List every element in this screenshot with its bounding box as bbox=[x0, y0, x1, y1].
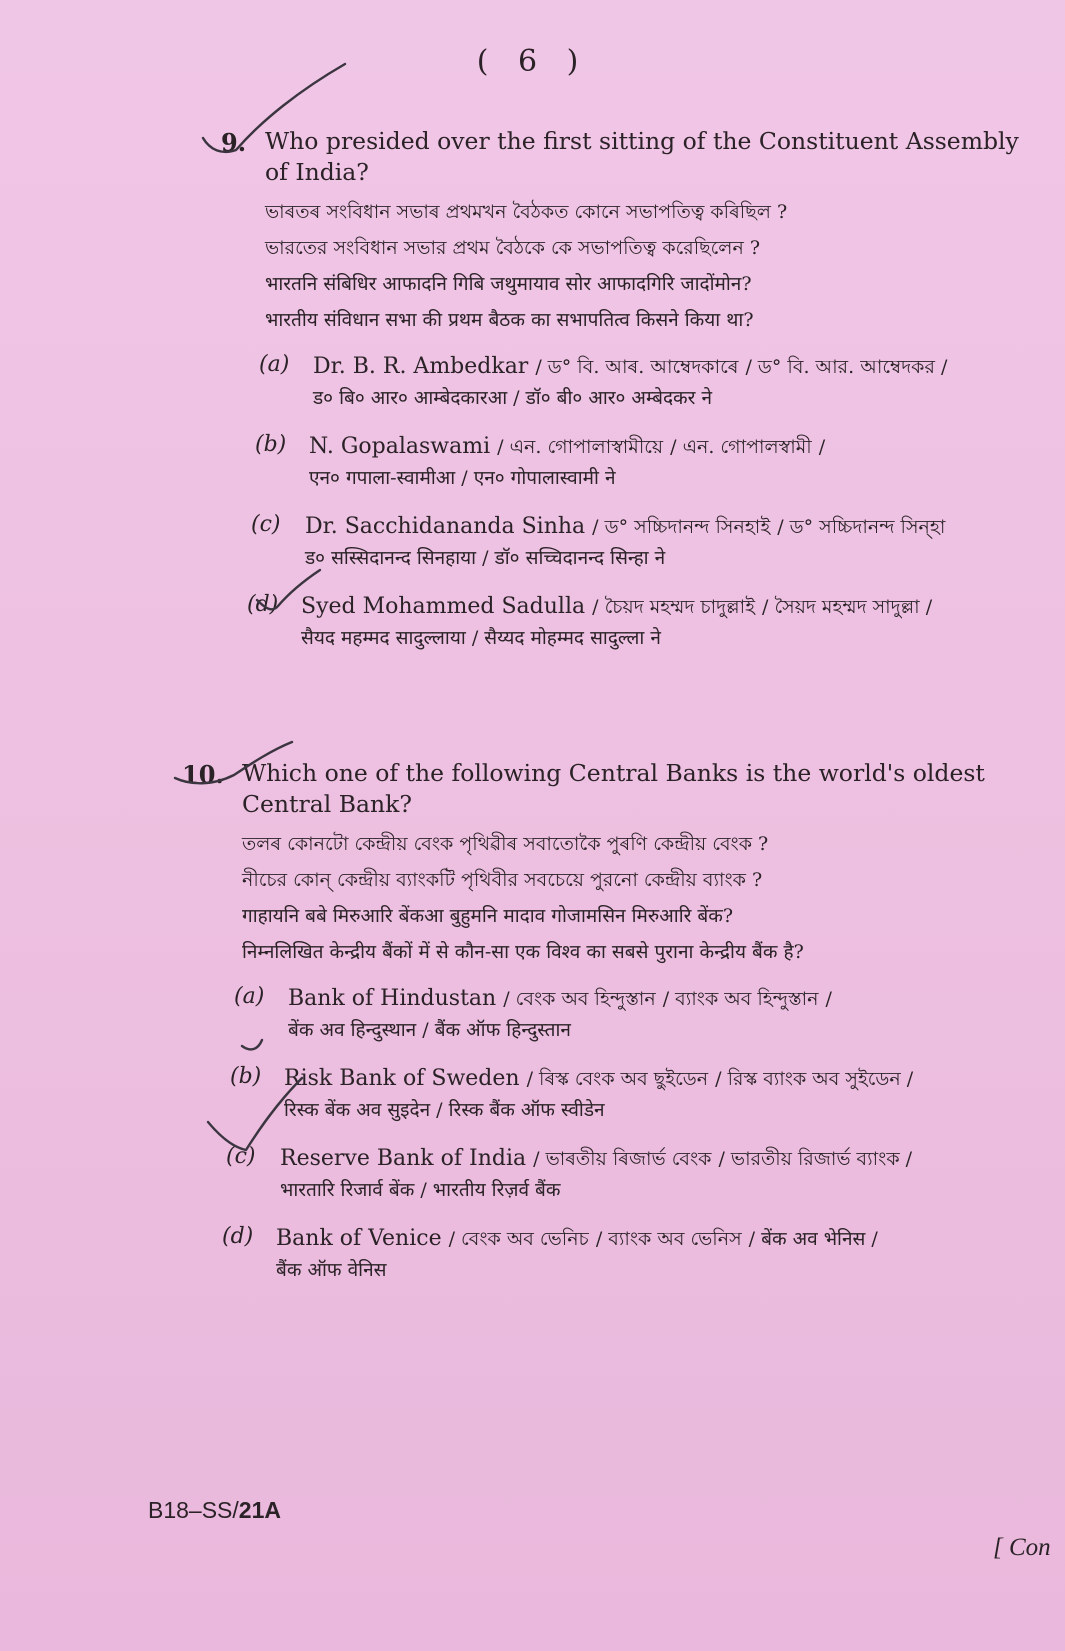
option-bodo: भारतारि रिजार्व बेंक bbox=[280, 1179, 415, 1201]
option-english: Bank of Hindustan bbox=[288, 986, 497, 1011]
option-english: Syed Mohammed Sadulla bbox=[301, 594, 586, 619]
pen-stroke-q9-number bbox=[203, 64, 345, 152]
option-a: (a) Dr. B. R. Ambedkar / ড° বি. আৰ. আম্বেদকাৰে / ড° বি. আর. আম্বেদকর / ड० बि० आर० आम्बेदकारआ / डॉ० बी० आर० अम्बेदकर ने bbox=[259, 352, 948, 409]
option-bengali: এন. গোপালস্বামী bbox=[682, 436, 812, 458]
option-label: (d) bbox=[222, 1224, 254, 1249]
option-bodo: ड० बि० आर० आम्बेदकारआ bbox=[313, 387, 508, 409]
option-hindi: भारतीय रिज़र्व बैंक bbox=[432, 1179, 561, 1201]
question-text-bengali: নীচের কোন্ কেন্দ্রীয় ব্যাংকটি পৃথিবীর সবচেয়ে পুরনো কেন্দ্রীয় ব্যাংক ? bbox=[242, 869, 763, 891]
option-bodo: सैयद महम्मद सादुल्लाया bbox=[301, 627, 466, 649]
pen-stroke-q10-number bbox=[175, 742, 292, 783]
option-bodo: ड० सस्सिदानन्द सिनहाया bbox=[305, 547, 477, 569]
option-english: Dr. Sacchidananda Sinha bbox=[305, 514, 586, 539]
question-text-bodo: भारतनि संबिधिर आफादनि गिबि जथुमायाव सोर आफादगिरि जादोंमोन? bbox=[265, 273, 752, 295]
option-bengali: ড° সচ্চিদানন্দ সিন্হা bbox=[789, 516, 946, 538]
option-english: Reserve Bank of India bbox=[280, 1146, 527, 1171]
option-bodo: बेंक अव हिन्दुस्थान bbox=[288, 1019, 417, 1041]
option-bengali: ভারতীয় রিজার্ভ ব্যাংক bbox=[730, 1148, 900, 1170]
option-assamese: বেংক অব হিন্দুস্তান bbox=[515, 988, 656, 1010]
continued-marker: [ Con bbox=[993, 1534, 1051, 1561]
option-d: (d) Bank of Venice / বেংক অব ভেনিচ / ব্যাংক অব ভেনিস / बेंक अव भेनिस / बैंक ऑफ वेनिस bbox=[222, 1224, 878, 1281]
option-bodo: बेंक अव भेनिस bbox=[761, 1228, 866, 1250]
option-assamese: ড° সচ্চিদানন্দ সিনহাই bbox=[604, 516, 771, 538]
paper-code-prefix: B18–SS/ bbox=[148, 1497, 239, 1523]
paper-code-suffix: 21A bbox=[238, 1497, 281, 1523]
question-text-assamese: ভাৰতৰ সংবিধান সভাৰ প্ৰথমখন বৈঠকত কোনে সভাপতিত্ব কৰিছিল ? bbox=[265, 201, 788, 223]
question-text-hindi: भारतीय संविधान सभा की प्रथम बैठक का सभापतित्व किसने किया था? bbox=[265, 309, 754, 331]
question-text-english: Which one of the following Central Banks is the world's oldest Central Bank? bbox=[242, 759, 985, 818]
option-b: (b) N. Gopalaswami / এন. গোপালাস্বামীয়ে / এন. গোপালস্বামী / एन० गपाला-स्वामीआ / एन० गोपालास्वामी ने bbox=[255, 432, 826, 489]
option-bengali: ব্যাংক অব হিন্দুস্তান bbox=[675, 988, 819, 1010]
option-label: (d) bbox=[247, 592, 279, 617]
question-number: 9. bbox=[221, 128, 247, 157]
option-hindi: डॉ० बी० आर० अम्बेदकर ने bbox=[525, 387, 713, 409]
option-a: (a) Bank of Hindustan / বেংক অব হিন্দুস্তান / ব্যাংক অব হিন্দুস্তান / बेंक अव हिन्दुस्थान / बैंक ऑफ हिन्दुस्तान bbox=[234, 984, 832, 1041]
page-number: ( 6 ) bbox=[476, 44, 589, 79]
option-c: (c) Dr. Sacchidananda Sinha / ড° সচ্চিদানন্দ সিনহাই / ড° সচ্চিদানন্দ সিন্হা ड० सस्सिदानन्द सिनहाया / डॉ० सच्चिदानन्द सिन्हा ने bbox=[251, 512, 946, 569]
option-english: Bank of Venice bbox=[276, 1226, 442, 1251]
question-text-bodo: गाहायनि बबे मिरुआरि बेंकआ बुहुमनि मादाव गोजामसिन मिरुआरि बेंक? bbox=[242, 905, 734, 927]
pen-tick-q9-option-c bbox=[257, 570, 320, 609]
option-hindi: एन० गोपालास्वामी ने bbox=[473, 467, 616, 489]
option-bengali: সৈয়দ মহম্মদ সাদুল্লা bbox=[774, 596, 920, 618]
option-bengali: রিস্ক ব্যাংক অব সুইডেন bbox=[727, 1068, 901, 1090]
option-label: (a) bbox=[259, 352, 290, 377]
option-b: (b) Risk Bank of Sweden / ৰিস্ক বেংক অব ছুইডেন / রিস্ক ব্যাংক অব সুইডেন / रिस्क बेंक अव सुइदेन / रिस्क बैंक ऑफ स्वीडेन bbox=[230, 1064, 914, 1121]
option-english: Risk Bank of Sweden bbox=[284, 1066, 520, 1091]
option-label: (a) bbox=[234, 984, 265, 1009]
option-assamese: ৰিস্ক বেংক অব ছুইডেন bbox=[539, 1068, 709, 1090]
option-assamese: ভাৰতীয় ৰিজাৰ্ভ বেংক bbox=[545, 1148, 712, 1170]
option-assamese: চৈয়দ মহম্মদ চাদুল্লাই bbox=[604, 596, 756, 618]
option-bodo: एन० गपाला-स्वामीआ bbox=[309, 467, 456, 489]
question-text-bengali: ভারতের সংবিধান সভার প্রথম বৈঠকে কে সভাপতিত্ব করেছিলেন ? bbox=[265, 237, 761, 259]
option-c: (c) Reserve Bank of India / ভাৰতীয় ৰিজাৰ্ভ বেংক / ভারতীয় রিজার্ভ ব্যাংক / भारतारि रिजार्व बेंक / भारतीय रिज़र्व बैंक bbox=[226, 1144, 913, 1201]
option-english: N. Gopalaswami bbox=[309, 434, 491, 459]
option-bengali: ব্যাংক অব ভেনিস bbox=[608, 1228, 742, 1250]
option-label: (c) bbox=[251, 512, 281, 537]
option-label: (b) bbox=[255, 432, 287, 457]
option-hindi: बैंक ऑफ हिन्दुस्तान bbox=[434, 1019, 571, 1041]
question-text-hindi: निम्नलिखित केन्द्रीय बैंकों में से कौन-सा एक विश्व का सबसे पुराना केन्द्रीय बैंक है? bbox=[242, 941, 804, 963]
question-text-assamese: তলৰ কোনটো কেন্দ্ৰীয় বেংক পৃথিৱীৰ সবাতোকৈ পুৰণি কেন্দ্ৰীয় বেংক ? bbox=[242, 833, 769, 855]
option-label: (c) bbox=[226, 1144, 256, 1169]
option-assamese: বেংক অব ভেনিচ bbox=[461, 1228, 589, 1250]
pen-stroke-q10-option-a bbox=[242, 1040, 262, 1049]
pen-tick-q10-option-b bbox=[208, 1078, 302, 1150]
option-bodo: रिस्क बेंक अव सुइदेन bbox=[284, 1099, 431, 1121]
option-english: Dr. B. R. Ambedkar bbox=[313, 354, 529, 379]
option-bengali: ড° বি. আর. আম্বেদকর bbox=[757, 356, 935, 378]
option-label: (b) bbox=[230, 1064, 262, 1089]
option-d: (d) Syed Mohammed Sadulla / চৈয়দ মহম্মদ চাদুল্লাই / সৈয়দ মহম্মদ সাদুল্লা / सैयद महम्मद सादुल्लाया / सैय्यद मोहम्मद सादुल्ला ने bbox=[247, 592, 933, 649]
option-hindi: सैय्यद मोहम्मद सादुल्ला ने bbox=[484, 627, 661, 649]
question-number: 10. bbox=[182, 760, 224, 789]
option-hindi: डॉ० सच्चिदानन्द सिन्हा ने bbox=[494, 547, 666, 569]
option-assamese: ড° বি. আৰ. আম্বেদকাৰে bbox=[547, 356, 739, 378]
question-text-english: Who presided over the first sitting of the Constituent Assembly of India? bbox=[265, 127, 1019, 186]
option-hindi: बैंक ऑफ वेनिस bbox=[276, 1259, 387, 1281]
option-assamese: এন. গোপালাস্বামীয়ে bbox=[509, 436, 664, 458]
option-hindi: रिस्क बैंक ऑफ स्वीडेन bbox=[448, 1099, 605, 1121]
